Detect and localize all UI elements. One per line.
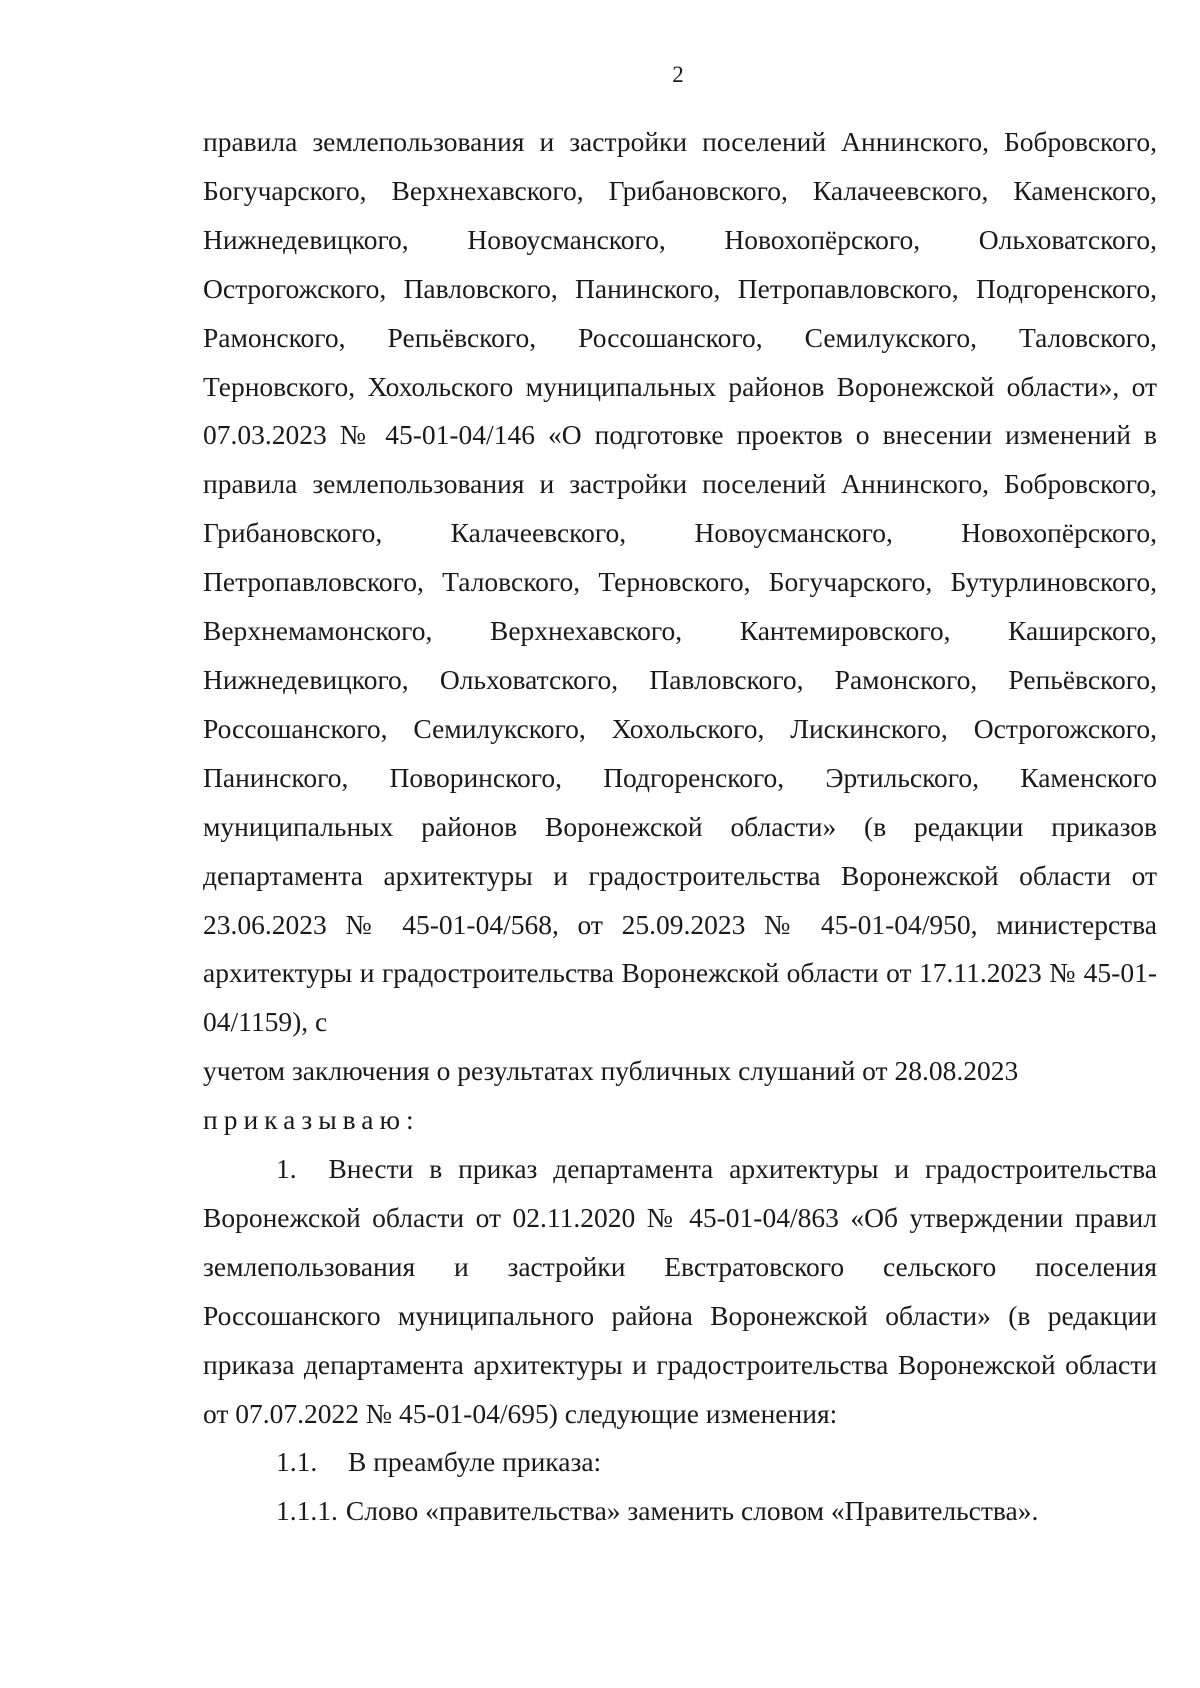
page-number: 2 xyxy=(672,62,684,87)
document-body xyxy=(203,118,1157,1536)
item-1-1-1-text: Слово «правительства» заменить словом «Правительства». xyxy=(345,1495,1039,1527)
item-1-1-1-number: 1.1.1. xyxy=(276,1495,338,1527)
item-1 xyxy=(203,1145,1157,1438)
preamble-paragraph: правила землепользования и застройки поселений Аннинского, Бобровского, Богучарского, Верхнехавского, Грибановского, Калачеевского, Каменского, Нижнедевицкого, Новоусманского, Новохопёрского, Ольховатского, Острогожского, Павловского, Панинского, Петропавловского, Подгоренского, Рамонского, Репьёвского, Россошанского, Семилукского, Таловского, Терновского, Хохольского муниципальных районов Воронежской области», от 07.03.2023 № 45-01-04/146 «О подготовке проектов о внесении изменений в правила землепользования и застройки поселений Аннинского, Бобровского, Грибановского, Калачеевского, Новоусманского, Новохопёрского, Петропавловского, Таловского, Терновского, Богучарского, Бутурлиновского, Верхнемамонского, Верхнехавского, Кантемировского, Каширского, Нижнедевицкого, Ольховатского, Павловского, Рамонского, Репьёвского, Россошанского, Семилукского, Хохольского, Лискинского, Острогожского, Панинского, Поворинского, Подгоренского, Эртильского, Каменского муниципальных районов Воронежской области» (в редакции приказов департамента архитектуры и градостроительства Воронежской области от 23.06.2023 № 45-01-04/568, от 25.09.2023 № 45-01-04/950, министерства архитектуры и градостроительства Воронежской области от 17.11.2023 № 45-01-04/1159), с xyxy=(203,126,1157,1038)
preamble-last-line: учетом заключения о результатах публичных слушаний от 28.08.2023 xyxy=(203,1055,1019,1087)
item-1-1-text: В преамбуле приказа: xyxy=(348,1446,602,1478)
item-1-number: 1. xyxy=(276,1153,297,1185)
item-1-1-1 xyxy=(203,1487,1157,1536)
item-1-1 xyxy=(203,1438,1157,1487)
order-word: приказываю: xyxy=(203,1104,420,1136)
item-1-1-number: 1.1. xyxy=(276,1446,318,1478)
item-1-text: Внести в приказ департамента архитектуры и градостроительства Воронежской области от 02.11.2020 № 45-01-04/863 «Об утверждении правил землепользования и застройки Евстратовского сельского поселения Россошанского муниципального района Воронежской области» (в редакции приказа департамента архитектуры и градостроительства Воронежской области от 07.07.2022 № 45-01-04/695) следующие изменения: xyxy=(203,1153,1157,1429)
